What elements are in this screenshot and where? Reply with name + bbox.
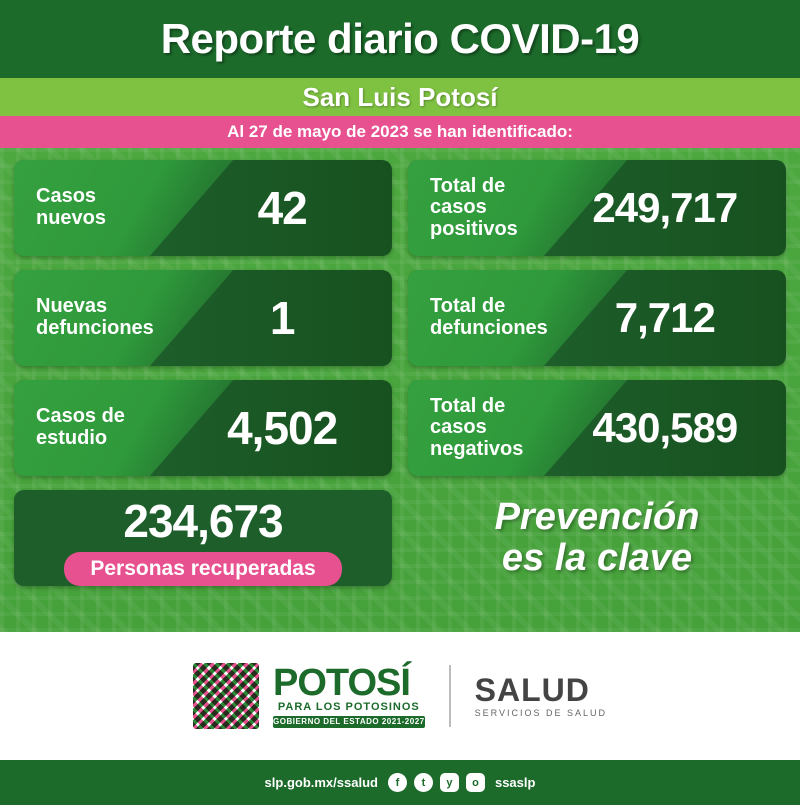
social-handle[interactable]: ssaslp (494, 775, 536, 790)
potosi-logo-sub1: PARA LOS POTOSINOS (277, 701, 420, 713)
huichol-pattern-icon (193, 663, 259, 729)
stats-area (0, 148, 800, 632)
potosi-logo-sub2: GOBIERNO DEL ESTADO 2021-2027 (273, 717, 425, 726)
stat-label-line2: defunciones (430, 317, 548, 339)
stat-label-line2: estudio (36, 427, 108, 449)
stat-label-line3: negativos (430, 437, 524, 460)
stat-label (408, 176, 552, 241)
stat-value: 42 (257, 182, 307, 234)
stat-card-new-deaths (14, 270, 392, 366)
salud-subtitle: SERVICIOS DE SALUD (474, 707, 607, 718)
stat-label-line1: Nuevas (36, 295, 108, 318)
stat-value: 249,717 (592, 184, 738, 231)
stat-label (14, 186, 180, 229)
stat-label-line3: positivos (430, 217, 518, 240)
stat-label (408, 296, 552, 339)
page-title: Reporte diario COVID-19 (160, 15, 640, 62)
salud-title: SALUD (474, 672, 590, 709)
stat-label-line1: Total de (430, 394, 506, 417)
footer-divider (449, 665, 451, 727)
footer-logos (0, 632, 800, 760)
stat-label (408, 396, 552, 461)
potosi-wordmark (273, 664, 425, 728)
youtube-icon[interactable]: y (440, 773, 459, 792)
stats-row-1 (14, 160, 786, 256)
potosi-logo (193, 663, 425, 729)
stat-label-line2: casos (430, 416, 487, 439)
prevention-line2: es la clave (501, 537, 693, 579)
website-url[interactable]: slp.gob.mx/ssalud (264, 775, 378, 790)
recovered-label: Personas recuperadas (64, 552, 341, 586)
stats-row-2 (14, 270, 786, 366)
stat-label-line2: defunciones (36, 317, 154, 339)
facebook-icon[interactable]: f (388, 773, 407, 792)
stat-value: 430,589 (592, 404, 738, 451)
poster-header (0, 0, 800, 78)
stat-label (14, 296, 180, 339)
state-banner (0, 78, 800, 116)
date-banner (0, 116, 800, 148)
stat-card-total-negative (408, 380, 786, 476)
stat-value: 4,502 (227, 402, 338, 454)
stats-row-3 (14, 380, 786, 476)
stat-label-line1: Total de (430, 174, 506, 197)
stat-label-line2: nuevos (36, 207, 107, 229)
stat-label-line1: Total de (430, 295, 506, 318)
twitter-icon[interactable]: t (414, 773, 433, 792)
footer-bar (0, 760, 800, 805)
stat-label-line1: Casos de (36, 405, 125, 428)
prevention-line1: Prevención (494, 495, 700, 538)
instagram-icon[interactable]: o (466, 773, 485, 792)
stat-value: 1 (269, 292, 295, 344)
stat-label-line2: casos (430, 196, 487, 219)
state-name: San Luis Potosí (302, 81, 498, 112)
stat-card-total-positive (408, 160, 786, 256)
recovered-value: 234,673 (123, 495, 283, 547)
stat-card-new-cases (14, 160, 392, 256)
stat-card-cases-under-study (14, 380, 392, 476)
stat-label-line1: Casos (36, 185, 97, 208)
social-icons (388, 773, 485, 792)
potosi-logo-main: POTOSÍ (273, 662, 410, 704)
prevention-slogan (408, 490, 786, 586)
stat-card-recovered (14, 490, 392, 586)
salud-logo (475, 673, 607, 718)
stats-row-4 (14, 490, 786, 586)
stat-card-total-deaths (408, 270, 786, 366)
stat-label (14, 406, 180, 449)
stat-value: 7,712 (614, 294, 715, 341)
date-line: Al 27 de mayo de 2023 se han identificado: (227, 122, 573, 141)
